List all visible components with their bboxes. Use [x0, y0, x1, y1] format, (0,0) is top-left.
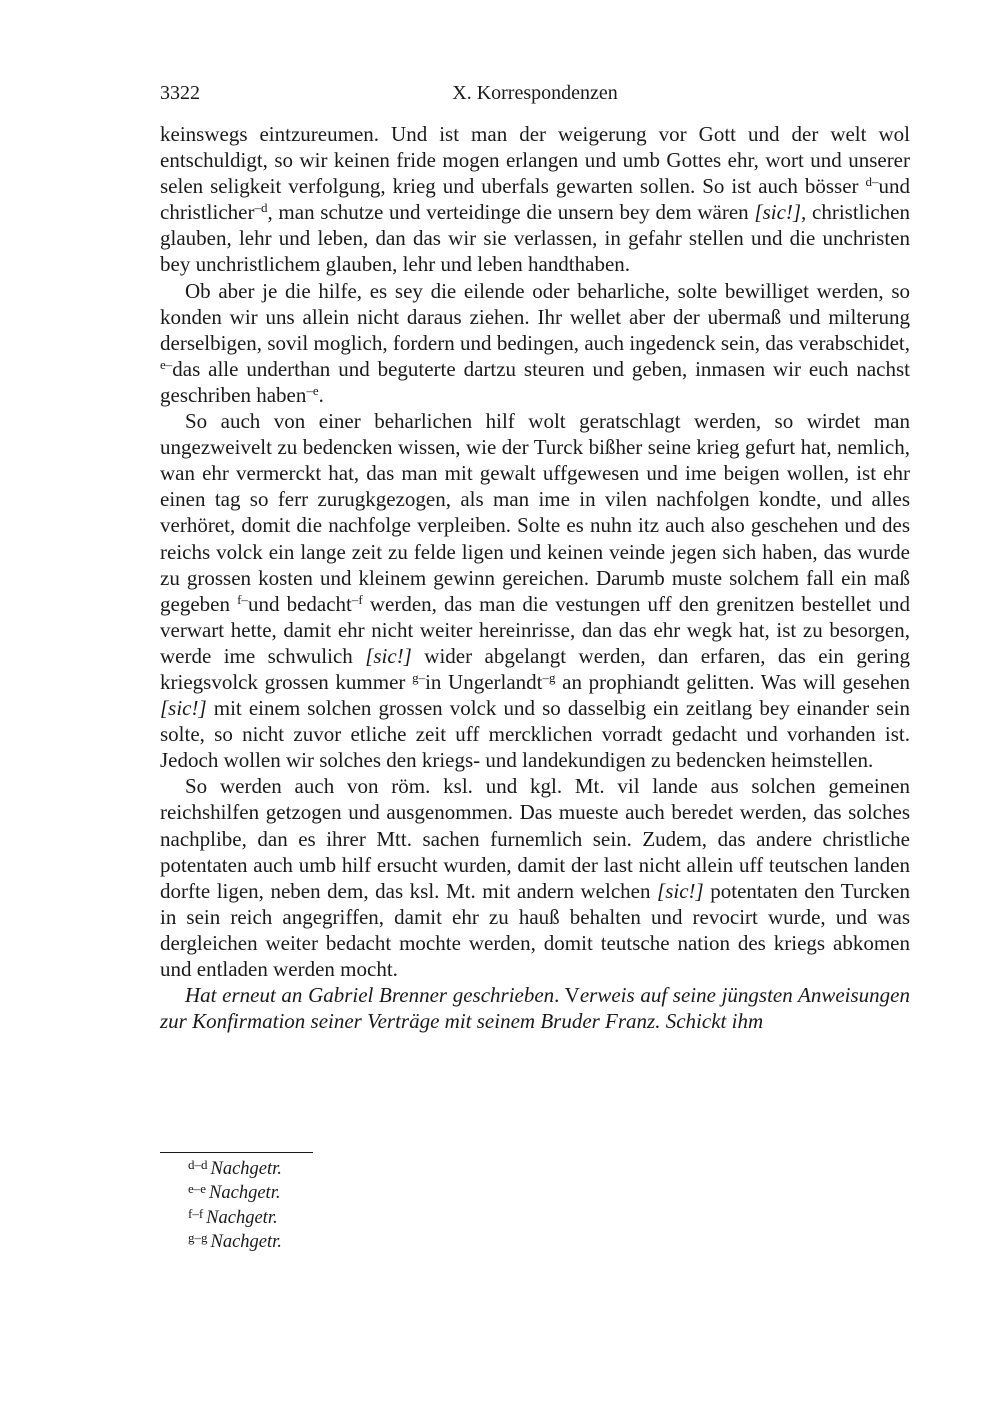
footnote-label: d–d: [188, 1157, 208, 1172]
paragraph: [160, 278, 910, 408]
footnote: [160, 1206, 560, 1230]
footnote-text: Nachgetr.: [209, 1183, 281, 1204]
italic-text: erweis auf seine jüngsten Anweisungen zur Konfirmation seiner Verträge mit seinem Bruder Franz. Schickt ihm: [160, 983, 910, 1034]
text-run: . V: [554, 983, 580, 1008]
footnote: [160, 1157, 560, 1181]
text-run: potentaten den Turcken in sein reich angegriffen, damit ehr zu hauß behalten und revocirt wurde, und was dergleichen weiter bedacht mochte werden, domit teutsche nation des kriegs abkomen und entladen werden mocht.: [160, 878, 910, 981]
text-run: und christlicher: [160, 174, 910, 225]
italic-text: [sic!]: [657, 878, 704, 903]
italic-text: [sic!],: [754, 200, 807, 225]
footnote-marker: –g: [542, 669, 556, 685]
page-number: 3322: [160, 82, 200, 104]
footnote-marker: g–: [412, 669, 426, 685]
italic-text: Hat erneut an Gabriel Brenner geschrieben: [185, 983, 555, 1008]
page-header: [160, 78, 910, 108]
footnote-text: Nachgetr.: [206, 1207, 278, 1228]
footnote-label: g–g: [188, 1229, 208, 1245]
text-run: christlichen glauben, lehr und leben, dan das wir sie verlassen, in gefahr stellen und die unchristen bey unchristlichem glauben, lehr und leben handthaben.: [160, 200, 910, 277]
paragraph: [160, 408, 910, 773]
italic-text: [sic!]: [365, 643, 412, 668]
footnote-marker: d–: [865, 174, 879, 190]
footnote-divider: [160, 1152, 313, 1153]
footnote-marker: –d: [254, 200, 268, 216]
footnote-label: f–f: [188, 1205, 204, 1221]
footnote-marker: f–: [237, 591, 248, 607]
text-run: keinswegs eintzureumen. Und ist man der weigerung vor Gott und der welt wol entschuldigt, so wir keinen fride mogen erlangen und umb Gottes ehr, wort und unserer selen seligkeit verfolgung, krieg und uberfals gewarten sollen. So ist auch bösser: [160, 122, 910, 199]
footnote-text: Nachgetr.: [210, 1159, 282, 1179]
footnotes: [160, 1157, 560, 1254]
text-run: und bedacht: [247, 591, 352, 616]
footnote-marker: e–: [160, 356, 173, 372]
italic-text: [sic!]: [160, 696, 207, 721]
footnote: [160, 1181, 560, 1205]
text-run: das alle underthan und beguterte dartzu steuren und geben, inmasen wir euch nachst geschriben haben: [160, 356, 910, 407]
footnote: [160, 1230, 560, 1254]
text-run: an prophiandt gelitten. Was will gesehen: [555, 669, 910, 694]
footnote-marker: –e: [306, 382, 319, 398]
paragraph: [160, 121, 910, 278]
footnote-text: Nachgetr.: [210, 1231, 282, 1252]
text-run: , man schutze und verteidinge die unsern bey dem wären: [267, 200, 755, 225]
text-run: So werden auch von röm. ksl. und kgl. Mt. vil lande aus solchen gemeinen reichshilfen getzogen und ausgenommen. Das mueste auch beredet werden, das solches nachplibe, dan es ihrer Mtt. sachen furnemlich sein. Zudem, das andere christliche potentaten auch umb hilf ersucht wurden, damit der last nicht allein uff teutschen landen dorfte ligen, neben dem, das ksl. Mt. mit andern welchen: [160, 774, 910, 903]
paragraph: [160, 773, 910, 982]
text-run: mit einem solchen grossen volck und so dasselbig ein zeitlang bey einander sein solte, so nicht zuvor etliche zeit uff mercklichen vorradt gedacht und vorhanden ist. Jedoch wollen wir solches den kriegs- und landekundigen zu bedencken heimstellen.: [160, 696, 910, 773]
text-run: werden, das man die vestungen uff den grenitzen bestellet und verwart hette, damit ehr nicht weiter hereinrisse, dan das ehr wegk hat, ist zu besorgen, werde ime schwulich: [160, 591, 911, 668]
footnote-label: e–e: [188, 1181, 207, 1197]
running-head: X. Korrespondenzen: [452, 82, 618, 104]
footnote-marker: –f: [351, 591, 363, 607]
text-run: So auch von einer beharlichen hilf wolt geratschlagt werden, so wirdet man ungezweivelt zu bedencken wissen, wie der Turck bißher seine krieg gefurt hat, nemlich, wan ehr vermerckt hat, das man mit gewalt uffgewesen und ime beigen wollen, ist ehr einen tag so ferr zurugkgezogen, als man ime in vilen nachfolgen kondte, und alles verhöret, domit die nachfolge verpleiben. Solte es nuhn itz auch also geschehen und des reichs volck ein lange zeit zu felde ligen und keinen veinde jegen sich haben, das wurde zu grossen kosten und kleinem gewinn gereichen. Darumb muste solchem fall ein maß gegeben: [160, 409, 910, 616]
text-run: Ob aber je die hilfe, es sey die eilende oder beharliche, solte bewilliget werden, so konden wir uns allein nicht daraus ziehen. Ihr wellet aber der ubermaß und milterung derselbigen, sovil moglich, fordern und bedingen, auch ingedenck sein, das verabschidet,: [160, 278, 910, 355]
paragraph: [160, 982, 910, 1034]
text-run: wider abgelangt werden, dan erfaren, das ein gering kriegsvolck grossen kummer: [160, 643, 910, 694]
text-run: .: [318, 382, 324, 407]
text-run: in Ungerlandt: [425, 669, 543, 694]
body-text: [160, 121, 910, 1034]
